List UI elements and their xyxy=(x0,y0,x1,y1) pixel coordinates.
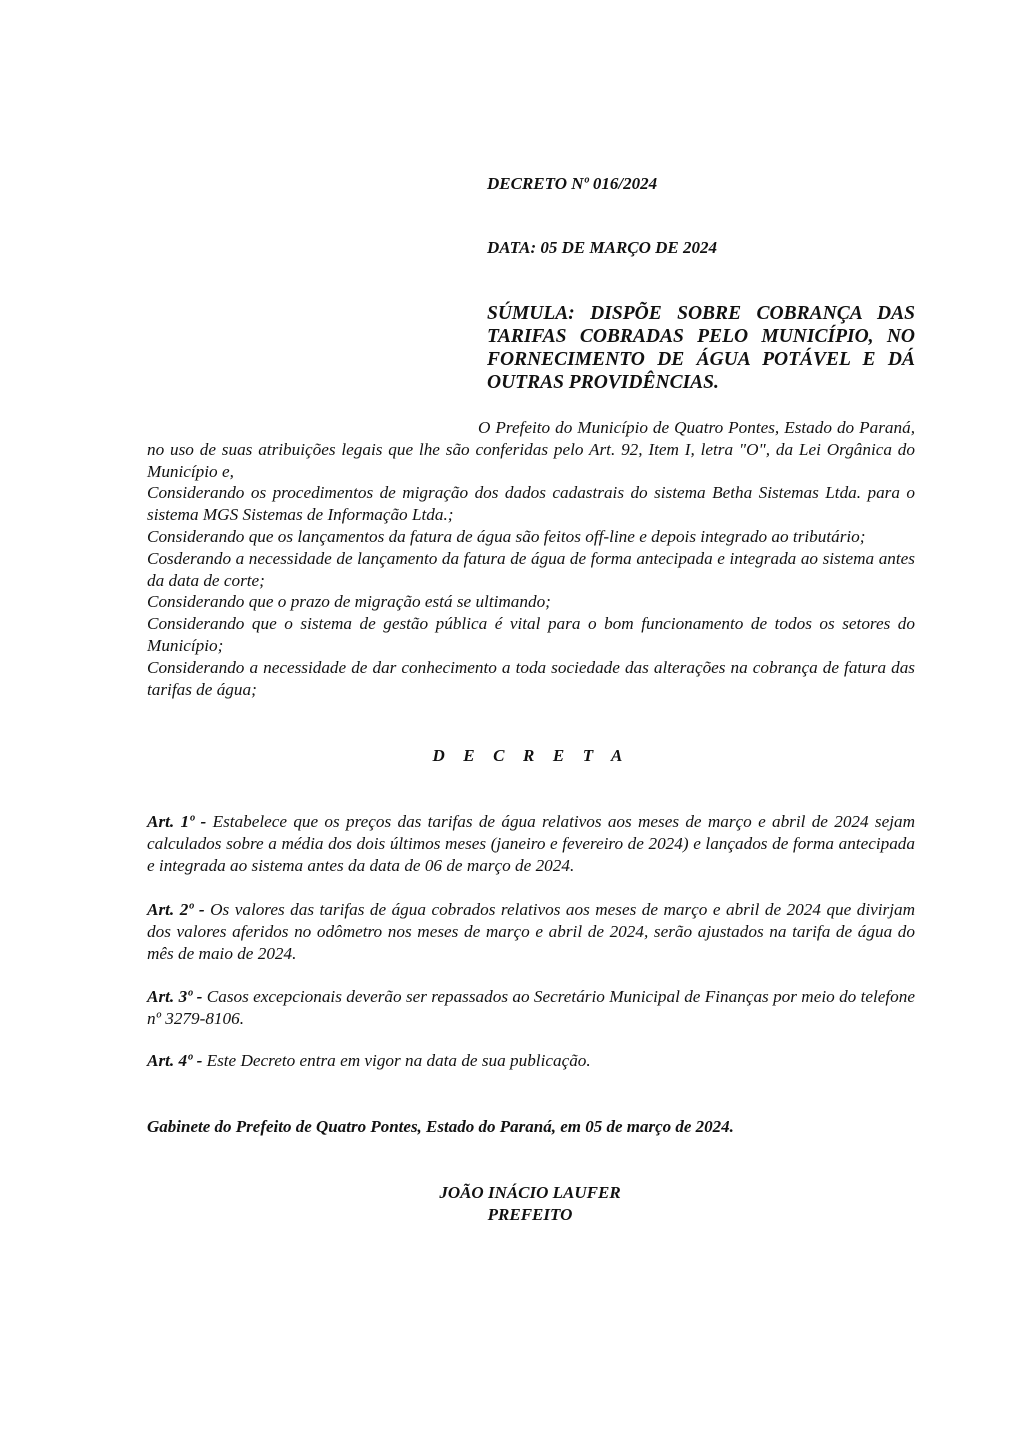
preamble-block xyxy=(147,417,915,700)
consideration-paragraph: Considerando a necessidade de dar conhecimento a toda sociedade das alterações na cobrança de fatura das tarifas de água; xyxy=(147,657,915,699)
signatory-title: PREFEITO xyxy=(487,1205,573,1224)
preamble-paragraph: O Prefeito do Município de Quatro Pontes, Estado do Paraná, no uso de suas atribuições legais que lhe são conferidas pelo Art. 92, Item I, letra "O", da Lei Orgânica do Município e, xyxy=(147,418,915,481)
consideration-paragraph: Considerando que o prazo de migração está se ultimando; xyxy=(147,592,551,612)
article-label: Art. 1º - xyxy=(147,812,207,831)
consideration-paragraph: Considerando os procedimentos de migração dos dados cadastrais do sistema Betha Sistemas Ltda. para o sistema MGS Sistemas de Informação Ltda.; xyxy=(147,483,915,525)
consideration-paragraph: Cosderando a necessidade de lançamento da fatura de água de forma antecipada e integrada ao sistema antes da data de corte; xyxy=(147,548,915,590)
decree-date: DATA: 05 DE MARÇO DE 2024 xyxy=(487,238,718,257)
article-label: Art. 4º - xyxy=(147,1051,203,1070)
consideration-paragraph: Considerando que os lançamentos da fatura de água são feitos off-line e depois integrado ao tributário; xyxy=(147,526,866,546)
article-4 xyxy=(147,1050,915,1072)
decreta-heading: D E C R E T A xyxy=(432,746,630,765)
article-label: Art. 3º - xyxy=(147,987,203,1006)
article-text: Casos excepcionais deverão ser repassados ao Secretário Municipal de Finanças por meio do telefone nº 3279-8106. xyxy=(147,987,916,1028)
article-2 xyxy=(147,899,915,964)
article-text: Este Decreto entra em vigor na data de sua publicação. xyxy=(202,1051,591,1070)
article-3 xyxy=(147,986,915,1030)
article-label: Art. 2º - xyxy=(147,900,205,919)
decree-number: DECRETO Nº 016/2024 xyxy=(487,174,658,193)
decree-summary: SÚMULA: DISPÕE SOBRE COBRANÇA DAS TARIFAS COBRADAS PELO MUNICÍPIO, NO FORNECIMENTO DE ÁGUA POTÁVEL E DÁ OUTRAS PROVIDÊNCIAS. xyxy=(487,303,915,393)
signatory-name: JOÃO INÁCIO LAUFER xyxy=(439,1183,621,1202)
article-text: Estabelece que os preços das tarifas de água relativos aos meses de março e abril de 2024 sejam calculados sobre a média dos dois últimos meses (janeiro e fevereiro de 2024) e lançados de forma antecipada e integrada ao sistema antes da data de 06 de março de 2024. xyxy=(147,812,915,875)
closing-statement: Gabinete do Prefeito de Quatro Pontes, Estado do Paraná, em 05 de março de 2024. xyxy=(147,1117,734,1136)
article-text: Os valores das tarifas de água cobrados relativos aos meses de março e abril de 2024 que divirjam dos valores aferidos no odômetro nos meses de março e abril de 2024, serão ajustados na tarifa de água do mês de maio de 2024. xyxy=(147,900,915,963)
article-1 xyxy=(147,811,915,876)
consideration-paragraph: Considerando que o sistema de gestão pública é vital para o bom funcionamento de todos os setores do Município; xyxy=(147,614,915,655)
